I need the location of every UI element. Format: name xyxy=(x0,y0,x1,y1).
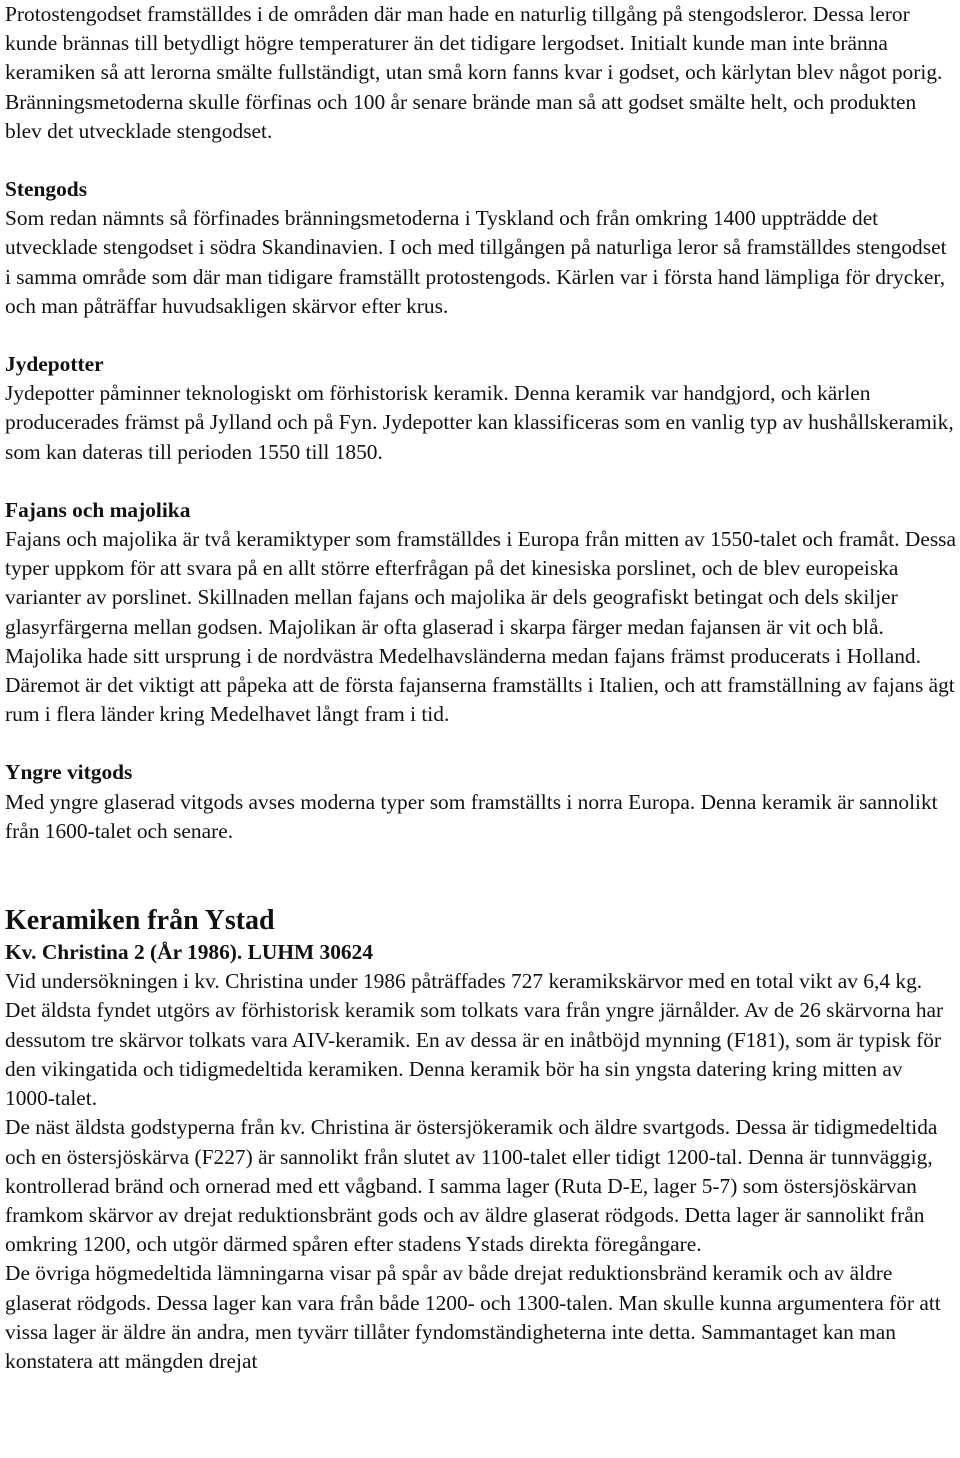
section-yngre-vitgods xyxy=(5,758,957,846)
section-jydepotter xyxy=(5,350,957,467)
ystad-paragraph: De övriga högmedeltida lämningarna visar på spår av både drejat reduktionsbränd keramik och av äldre glaserat rödgods. Dessa lager kan vara från både 1200- och 1300-talen. Man skulle kunna argumentera för att vissa lager är äldre än andra, men tyvärr tillåter fyndomständigheterna inte detta. Sammantaget kan man konstatera att mängden drejat xyxy=(5,1261,941,1373)
section-heading: Yngre vitgods xyxy=(5,760,133,785)
section-paragraph: Jydepotter påminner teknologiskt om förhistorisk keramik. Denna keramik var handgjord, och kärlen producerades främst på Jylland och på Fyn. Jydepotter kan klassificeras som en vanlig typ av hushållskeramik, som kan dateras till perioden 1550 till 1850. xyxy=(5,381,954,464)
section-heading: Fajans och majolika xyxy=(5,497,191,522)
section-paragraph: Som redan nämnts så förfinades bränningsmetoderna i Tyskland och från omkring 1400 uppträdde det utvecklade stengodset i södra Skandinavien. I och med tillgången på naturliga leror så framställdes stengodset i samma område som där man tidigare framställt protostengods. Kärlen var i första hand lämpliga för drycker, och man påträffar huvudsakligen skärvor efter krus. xyxy=(5,206,947,318)
ystad-paragraph: De näst äldsta godstyperna från kv. Christina är östersjökeramik och äldre svartgods. Dessa är tidigmedeltida och en östersjöskärva (F227) är sannolikt från slutet av 1100-talet eller tidigt 1200-tal. Denna är tunnväggig, kontrollerad bränd och ornerad med ett vågband. I samma lager (Ruta D-E, lager 5-7) som östersjöskärvan framkom skärvor av drejat reduktionsbränt gods och av äldre glaserat rödgods. Detta lager är sannolikt från omkring 1200, och utgör därmed spåren efter stadens Ystads direkta föregångare. xyxy=(5,1115,938,1257)
section-heading: Stengods xyxy=(5,177,88,202)
spacer xyxy=(5,467,957,496)
site-subheading: Kv. Christina 2 (År 1986). LUHM 30624 xyxy=(5,940,373,965)
section-heading: Jydepotter xyxy=(5,352,104,377)
section-stengods xyxy=(5,175,957,321)
spacer xyxy=(5,846,957,904)
section-keramiken-fran-ystad xyxy=(5,904,957,1376)
chapter-title: Keramiken från Ystad xyxy=(5,905,275,937)
section-paragraph: Med yngre glaserad vitgods avses moderna typer som framställts i norra Europa. Denna keramik är sannolikt från 1600-talet och senare. xyxy=(5,789,938,843)
section-fajans-och-majolika xyxy=(5,496,957,730)
ystad-paragraph: Vid undersökningen i kv. Christina under 1986 påträffades 727 keramikskärvor med en total vikt av 6,4 kg. Det äldsta fyndet utgörs av förhistorisk keramik som tolkats vara från yngre järnålder. Av de 26 skärvorna har dessutom tre skärvor tolkats vara AIV-keramik. En av dessa är en inåtböjd mynning (F181), som är typisk för den vikingatida och tidigmedeltida keramiken. Denna keramik bör ha sin yngsta datering kring mitten av 1000-talet. xyxy=(5,969,944,1111)
intro-paragraph: Protostengodset framställdes i de områden där man hade en naturlig tillgång på stengodsleror. Dessa leror kunde brännas till betydligt högre temperaturer än det tidigare lergodset. Initialt kunde man inte bränna keramiken så att lerorna smälte fullständigt, utan små korn fanns kvar i godset, och kärlytan blev något porig. Bränningsmetoderna skulle förfinas och 100 år senare brände man så att godset smälte helt, och produkten blev det utvecklade stengodset. xyxy=(5,2,943,143)
spacer xyxy=(5,146,957,175)
spacer xyxy=(5,321,957,350)
section-paragraph: Fajans och majolika är två keramiktyper som framställdes i Europa från mitten av 1550-talet och framåt. Dessa typer uppkom för att svara på en allt större efterfrågan på det kinesiska porslinet, och de blev europeiska varianter av porslinet. Skillnaden mellan fajans och majolika är dels geografiskt betingat och dels skiljer glasyrfärgerna mellan godsen. Majolikan är ofta glaserad i skarpa färger medan fajansen är vit och blå. Majolika hade sitt ursprung i de nordvästra Medelhavsländerna medan fajans främst producerats i Holland. Däremot är det viktigt att påpeka att de första fajanserna framställts i Italien, och att framställning av fajans ägt rum i flera länder kring Medelhavet långt fram i tid. xyxy=(5,527,956,727)
document-page xyxy=(5,0,957,1376)
spacer xyxy=(5,729,957,758)
